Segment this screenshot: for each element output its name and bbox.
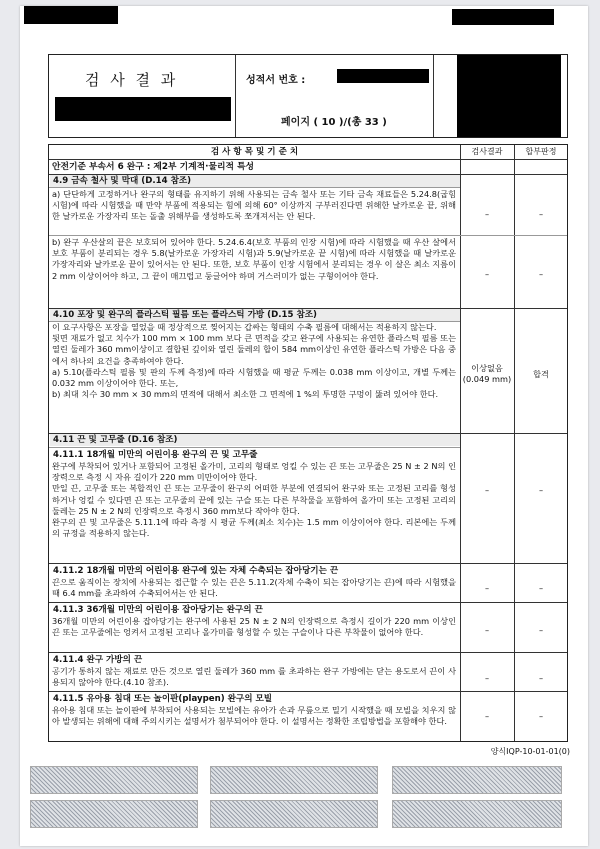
report-number-label: 성적서 번호 : — [246, 75, 306, 86]
standard-title: 안전기준 부속서 6 완구 : 제2부 기계적·물리적 특성 — [52, 162, 254, 172]
section-title: 4.9 금속 철사 및 막대 (D.14 참조) — [50, 175, 460, 187]
column-header-result: 검사결과 — [471, 147, 503, 156]
result-value: – — [484, 711, 490, 721]
column-header-verdict: 합부판정 — [525, 147, 557, 156]
section-title: 4.11 끈 및 고무줄 (D.16 참조) — [50, 434, 460, 446]
result-value: – — [484, 485, 490, 495]
header-box — [48, 54, 568, 138]
page-title: 검 사 결 과 — [85, 71, 179, 89]
security-pattern — [30, 800, 198, 828]
verdict-value: – — [538, 711, 544, 721]
security-pattern — [210, 800, 378, 828]
security-pattern — [392, 800, 562, 828]
redacted-block — [457, 55, 561, 137]
verdict-value: – — [538, 673, 544, 683]
result-value: – — [484, 673, 490, 683]
requirement-text: 이 요구사항은 포장을 열었을 때 정상적으로 찢어지는 갑싸는 형태의 수축 필름에 대해서는 적용하지 않는다. 뒷면 재료가 없고 치수가 100 mm × 100 mm 보다 큰 면적을 갖고 완구에 사용되는 유연한 플라스틱 필름 또는 열린 둘레가 360 mm이상이고 결합된 깊이와 열린 둘레의 합이 584 mm이상인 유연한 플라스틱 가방은 다음 중에서 하나의 요건을 충족하여야 한다. a) 5.10(플라스틱 필름 및 판의 두께 측정)에 따라 시험했을 때 평균 두께는 0.038 mm 이상이고, 개별 두께는 0.032 mm 이상이어야 한다. 또는, b) 최대 치수 30 mm × 30 mm의 면적에 대해서 최소한 그 면적에 1 %의 투명한 구멍이 뚫려 있어야 한다. — [52, 322, 456, 400]
requirement-text: 36개월 미만의 어린이용 잡아당기는 완구에 사용된 25 N ± 2 N의 인장력으로 측정시 길이가 220 mm 이상인 끈 또는 고무줄에는 엉켜서 고정된 고리나 올가미를 형성할 수 있는 구슬이나 다른 부착물이 없어야 한다. — [52, 616, 456, 638]
verdict-value: – — [538, 269, 544, 279]
requirement-text: 완구에 부착되어 있거나 포함되어 고정된 올가미, 고리의 형태로 엉킬 수 있는 끈 또는 고무줄은 25 N ± 2 N의 인장력으로 측정 시 자유 길이가 220 mm 미만이어야 한다. 만일 끈, 고무줄 또는 복합적인 끈 또는 고무줄이 완구의 어떠한 부분에 연결되어 완구와 또는 고정된 고리를 형성하거나 엉킬 수 있다면 끈 또는 고무줄의 끝에 있는 구슬 또는 다른 부착물을 포함하여 올가미 또는 고정된 고리의 둘레는 25 N ± 2 N의 인장력으로 측정시 360 mm보다 작아야 한다. 완구의 끈 및 고무줄은 5.11.1에 따라 측정 시 평균 두께(최소 치수)는 1.5 mm 이상이어야 한다. 리본에는 두께의 규정을 적용하지 않는다. — [52, 461, 456, 539]
form-code: 양식IQP-10-01-01(0) — [490, 747, 570, 756]
security-pattern — [392, 766, 562, 794]
section-title: 4.10 포장 및 완구의 플라스틱 필름 또는 플라스틱 가방 (D.15 참조) — [50, 309, 460, 321]
security-pattern — [30, 766, 198, 794]
result-value: 이상없음 (0.049 mm) — [462, 363, 512, 384]
page-number: 페이지 ( 10 )/(총 33 ) — [281, 117, 387, 128]
document-page — [20, 6, 588, 846]
verdict-value: – — [538, 209, 544, 219]
verdict-value: 합격 — [533, 369, 549, 379]
redacted-block — [55, 97, 231, 121]
subsection-title: 4.11.1 18개월 미만의 어린이용 완구의 끈 및 고무줄 — [53, 450, 258, 460]
redacted-block — [24, 6, 118, 24]
requirement-text: a) 단단하게 고정하거나 완구의 형태를 유지하기 위해 사용되는 금속 철사 또는 기타 금속 재료들은 5.24.8(굽힘 시험)에 따라 시험했을 때 만약 부품에 적용되는 힘에 의해 60° 이상까지 구부러진다면 위해한 날카로운 끝, 위해한 날카로운 가장자리 또는 돌출 위해부를 생성하도록 쪼개져서는 안 된다. — [52, 189, 456, 222]
inspection-table — [48, 144, 568, 742]
requirement-text: b) 완구 우산살의 끝은 보호되어 있어야 한다. 5.24.6.4(보호 부품의 인장 시험)에 따라 시험했을 때 우산 살에서 보호 부품이 분리되는 경우 5.8(날카로운 가장자리 시험)과 5.9(날카로운 끝 시험)에 따라 시험했을 때 날카로운 가장자리와 날카로운 끝이 있어서는 안 된다. 또한, 보호 부품이 인장 시험에서 분리되는 경우 이 살은 최소 지름이 2 mm 이상이어야 하고, 그 끝이 매끄럽고 둥글어야 하며 거스러미가 없는 구형이어야 한다. — [52, 237, 456, 281]
result-value: – — [484, 209, 490, 219]
requirement-text: 끈으로 움직이는 장치에 사용되는 접근할 수 있는 끈은 5.11.2(자체 수축이 되는 잡아당기는 끈)에 따라 시험했을 때 6.4 mm를 초과하여 수축되어서는 안 된다. — [52, 577, 456, 599]
result-value: – — [484, 625, 490, 635]
result-value: – — [484, 583, 490, 593]
column-header-items: 검 사 항 목 및 기 준 치 — [210, 147, 299, 157]
redacted-report-number — [337, 69, 429, 83]
verdict-value: – — [538, 625, 544, 635]
verdict-value: – — [538, 485, 544, 495]
subsection-title: 4.11.3 36개월 미만의 어린이용 잡아당기는 완구의 끈 — [53, 605, 263, 615]
requirement-text: 유아용 침대 또는 놀이판에 부착되어 사용되는 모빌에는 유아가 손과 무릎으로 밀기 시작했을 때 모빌을 치우지 않아 발생되는 위해에 대해 주의시키는 설명서가 첨부되어야 한다. 이 설명서는 정확한 조립방법을 포함해야 한다. — [52, 705, 456, 727]
subsection-title: 4.11.4 완구 가방의 끈 — [53, 655, 143, 665]
subsection-title: 4.11.5 유아용 침대 또는 놀이판(playpen) 완구의 모빌 — [53, 694, 273, 704]
verdict-value: – — [538, 583, 544, 593]
result-value: – — [484, 269, 490, 279]
redacted-block — [452, 9, 554, 25]
requirement-text: 공기가 통하지 않는 재료로 만든 것으로 열린 둘레가 360 mm 를 초과하는 완구 가방에는 닫는 용도로서 끈이 사용되지 않아야 한다.(4.10 참조). — [52, 666, 456, 688]
subsection-title: 4.11.2 18개월 미만의 어린이용 완구에 있는 자체 수축되는 잡아당기는 끈 — [53, 566, 339, 576]
security-pattern — [210, 766, 378, 794]
